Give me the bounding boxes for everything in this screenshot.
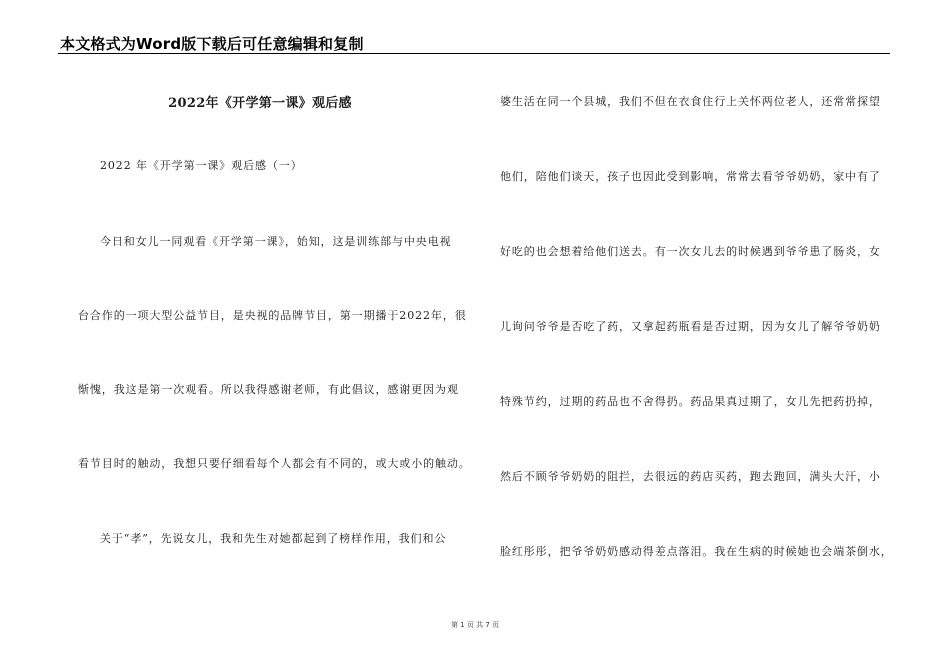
page-indicator: 第 1 页 共 7 页	[450, 621, 500, 629]
document-title: 2022年《开学第一课》观后感	[168, 96, 352, 111]
paragraph-line: 今日和女儿一同观看《开学第一课》，始知，这是训练部与中央电视	[100, 235, 452, 248]
paragraph-line: 看节目时的触动，我想只要仔细看每个人都会有不同的，或大或小的触动。	[78, 457, 471, 470]
paragraph-line: 脸红彤彤，把爷爷奶奶感动得差点落泪。我在生病的时候她也会端茶倒水，	[500, 545, 893, 558]
paragraph-line: 惭愧，我这是第一次观看。所以我得感谢老师，有此倡议，感谢更因为观	[78, 383, 459, 396]
paragraph-line: 特殊节约，过期的药品也不舍得扔。药品果真过期了，女儿先把药扔掉，	[500, 395, 881, 408]
section-heading: 2022 年《开学第一课》观后感（一）	[100, 159, 303, 172]
paragraph-line: 关于“孝”，先说女儿，我和先生对她都起到了榜样作用，我们和公	[100, 532, 447, 545]
paragraph-line: 台合作的一项大型公益节目，是央视的品牌节目，第一期播于2022年，很	[78, 309, 467, 322]
paragraph-line: 好吃的也会想着给他们送去。有一次女儿去的时候遇到爷爷患了肠炎，女	[500, 245, 881, 258]
paragraph-line: 儿询问爷爷是否吃了药，又拿起药瓶看是否过期，因为女儿了解爷爷奶奶	[500, 320, 881, 333]
header-divider	[58, 53, 890, 54]
paragraph-line: 他们，陪他们谈天，孩子也因此受到影响，常常去看爷爷奶奶，家中有了	[500, 170, 881, 183]
header-banner: 本文格式为Word版下载后可任意编辑和复制	[60, 35, 364, 53]
paragraph-line: 然后不顾爷爷奶奶的阻拦，去很远的药店买药，跑去跑回，满头大汗，小	[500, 470, 881, 483]
paragraph-line: 婆生活在同一个县城，我们不但在衣食住行上关怀两位老人，还常常探望	[500, 95, 881, 108]
